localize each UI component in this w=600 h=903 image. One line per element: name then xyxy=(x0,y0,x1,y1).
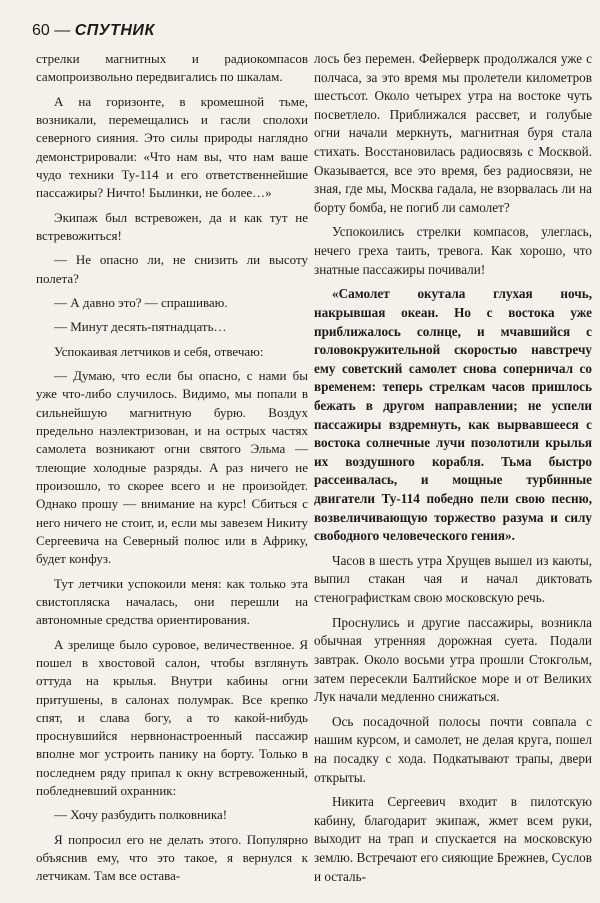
page-header xyxy=(32,18,155,44)
header-dash: — xyxy=(54,22,71,39)
paragraph: Часов в шесть утра Хрущев вышел из каюты, выпил стакан чая и начал диктовать стенографисткам свою московскую речь. xyxy=(314,552,592,606)
paragraph: А на горизонте, в кромешной тьме, возникали, перемещались и гасли сполохи северного сияния. Это силы природы наглядно демонстрировали: «Что нам вы, что нам ваше чудо техники Ту-114 и его ответственнейшие пассажиры? Ничто! Былинки, не более…» xyxy=(36,93,308,201)
page-number: 60 xyxy=(32,22,50,39)
paragraph: Проснулись и другие пассажиры, возникла обычная утренняя дорожная суета. Подали завтрак. Около восьми утра прошли Стокгольм, затем пересекли Балтийское море и от Великих Лук начали медленно снижаться. xyxy=(314,614,592,705)
paragraph: — Не опасно ли, не снизить ли высоту полета? xyxy=(36,252,308,286)
paragraph: — Хочу разбудить полковника! xyxy=(54,807,228,823)
paragraph: Успокаивая летчиков и себя, отвечаю: xyxy=(54,343,264,359)
paragraph: Тут летчики успокоили меня: как только эта свистопляска началась, они перешли на автономные средства ориентирования. xyxy=(36,575,308,628)
paragraph: А зрелище было суровое, величественное. Я пошел в хвостовой салон, чтобы взглянуть оттуда на крылья. Внутри кабины огни притушены, в салонах полумрак. Все крепко спят, и слава богу, а то какой-нибудь проснувшийся нервнонастроенный пассажир вполне мог устроить панику на борту. Только в последнем ряду припал к окну встревоженный, побледневший охранник: xyxy=(36,636,308,799)
paragraph: Никита Сергеевич входит в пилотскую кабину, благодарит экипаж, жмет всем руки, выходит на трап и спускается на московскую землю. Встречают его сияющие Брежнев, Суслов и осталь- xyxy=(314,794,592,884)
right-column xyxy=(314,50,592,892)
left-column xyxy=(36,50,308,892)
paragraph: Я попросил его не делать этого. Популярно объяснив ему, что это такое, я вернулся к летчикам. Там все остава- xyxy=(36,831,308,884)
paragraph: Ось посадочной полосы почти совпала с нашим курсом, и самолет, не делая круга, пошел на посадку с хода. Подкатывают трапы, двери открыты. xyxy=(314,713,592,785)
magazine-title: СПУТНИК xyxy=(74,22,155,39)
paragraph: Экипаж был встревожен, да и как тут не встревожиться! xyxy=(36,209,308,243)
paragraph: — Минут десять-пятнадцать… xyxy=(54,319,227,335)
paragraph: Успокоились стрелки компасов, улеглась, нечего греха таить, тревога. Как хорошо, что знатные пассажиры почивали! xyxy=(314,224,592,277)
paragraph: — А давно это? — спрашиваю. xyxy=(54,294,228,310)
paragraph: — Думаю, что если бы опасно, с нами бы уже что-либо случилось. Видимо, мы попали в сильнейшую магнитную бурю. Воздух предельно наэлектризован, и на острых частях самолета возникают огни святого Эльма — тлеющие холодные разряды. А раз ничего не произошло, то скорее всего и не произойдет. Однако прошу — внимание на курс! Сбиться с него ничего не стоит, и, если мы завезем Никиту Сергеевича на Северный полюс или в Африку, будет конфуз. xyxy=(36,367,308,567)
paragraph: стрелки магнитных и радиокомпасов самопроизвольно передвигались по шкалам. xyxy=(36,51,308,85)
bold-quote-paragraph: «Самолет окутала глухая ночь, накрывшая океан. Но с востока уже приближалось солнце, и мчавшийся с головокружительной скоростью навстречу ему советский самолет снова соперничал со временем: теперь стрелкам часов пришлось бежать в другом направлении; не успели пассажиры вздремнуть, как вырвавшееся с востока солнечные лучи позолотили крылья их воздушного корабля. Тьма быстро рассеивалась, и мощные турбинные двигатели Ту-114 победно пели свою песню, возвеличивающую торжество разума и силу свободного человеческого гения». xyxy=(314,286,592,544)
paragraph: лось без перемен. Фейерверк продолжался уже с полчаса, за это время мы пролетели километров шестьсот. Около четырех утра на востоке чуть посветлело. Приближался рассвет, и голубые огни начали меркнуть, магнитная буря стала стихать. Восстановилась радиосвязь с Москвой. Оказывается, все это время, без радиосвязи, не зная, где мы, Москва гадала, не взорвалась ли на борту бомба, не погиб ли самолет? xyxy=(314,51,592,215)
